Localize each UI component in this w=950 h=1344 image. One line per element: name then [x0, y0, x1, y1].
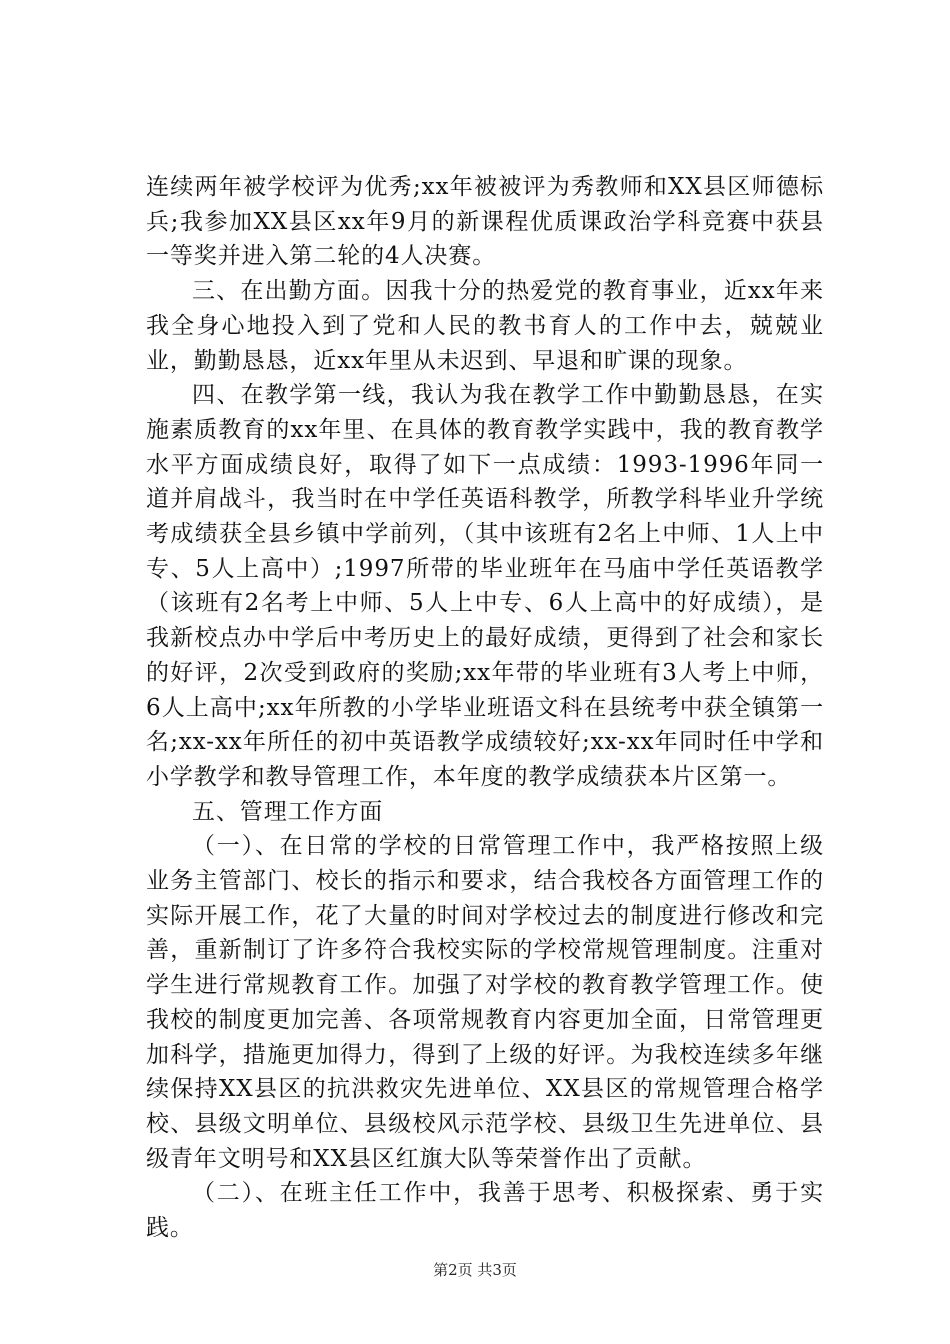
- paragraph-teaching: 四、在教学第一线，我认为我在教学工作中勤勤恳恳，在实施素质教育的xx年里、在具体的教育教学实践中，我的教育教学水平方面成绩良好，取得了如下一点成绩：1993-1996年同一道并肩战斗，我当时在中学任英语科教学，所教学科毕业升学统考成绩获全县乡镇中学前列，（其中该班有2名上中师、1人上中专、5人上高中）;1997所带的毕业班年在马庙中学任英语教学（该班有2名考上中师、5人上中专、6人上高中的好成绩），是我新校点办中学后中考历史上的最好成绩，更得到了社会和家长的好评，2次受到政府的奖励;xx年带的毕业班有3人考上中师，6人上高中;xx年所教的小学毕业班语文科在县统考中获全镇第一名;xx-xx年所任的初中英语教学成绩较好;xx-xx年同时任中学和小学教学和教导管理工作，本年度的教学成绩获本片区第一。: [146, 382, 824, 790]
- section-heading-management: 五、管理工作方面: [192, 798, 384, 825]
- page-footer: [0, 1260, 950, 1280]
- paragraph-daily-management: （一）、在日常的学校的日常管理工作中，我严格按照上级业务主管部门、校长的指示和要求，结合我校各方面管理工作的实际开展工作，花了大量的时间对学校过去的制度进行修改和完善，重新制订了许多符合我校实际的学校常规管理制度。注重对学生进行常规教育工作。加强了对学校的教育教学管理工作。使我校的制度更加完善、各项常规教育内容更加全面，日常管理更加科学，措施更加得力，得到了上级的好评。为我校连续多年继续保持XX县区的抗洪救灾先进单位、XX县区的常规管理合格学校、县级文明单位、县级校风示范学校、县级卫生先进单位、县级青年文明号和XX县区红旗大队等荣誉作出了贡献。: [146, 833, 824, 1172]
- document-body: [146, 170, 824, 1246]
- paragraph-awards: 连续两年被学校评为优秀;xx年被被评为秀教师和XX县区师德标兵;我参加XX县区xx年9月的新课程优质课政治学科竞赛中获县一等奖并进入第二轮的4人决赛。: [146, 174, 824, 270]
- page-number: 第2页 共3页: [433, 1261, 517, 1279]
- paragraph-class-teacher: （二）、在班主任工作中，我善于思考、积极探索、勇于实践。: [146, 1180, 824, 1242]
- paragraph-attendance: 三、在出勤方面。因我十分的热爱党的教育事业，近xx年来我全身心地投入到了党和人民的教书育人的工作中去，兢兢业业，勤勤恳恳，近xx年里从未迟到、早退和旷课的现象。: [146, 278, 824, 374]
